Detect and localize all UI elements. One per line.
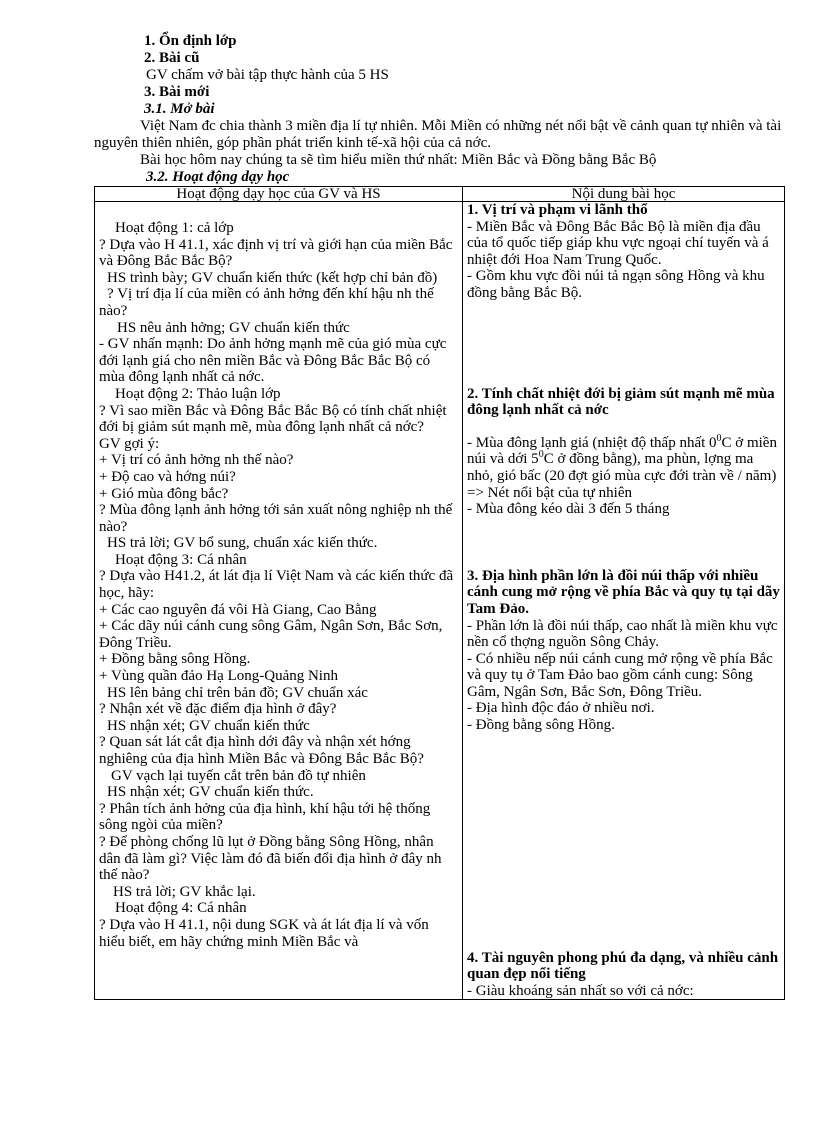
list-item: - Mùa đông kéo dài 3 đến 5 tháng [467, 501, 670, 518]
list-item: HS trả lời; GV bổ sung, chuẩn xác kiến thức. [107, 535, 378, 552]
degree-superscript: 0 [716, 432, 722, 444]
list-item: + Các cao nguyên đá vôi Hà Giang, Cao Bằng [99, 601, 377, 618]
list-item: + Các dãy núi cánh cung sông Gâm, Ngân Sơn, Bắc Sơn, Đông Triều. [99, 618, 443, 651]
section-1-heading: 1. Ổn định lớp [144, 33, 237, 49]
column-header-content: Nội dung bài học [463, 187, 785, 202]
content-heading-2: 2. Tính chất nhiệt đới bị giảm sút mạnh mẽ mùa đông lạnh nhất cả nớc [467, 385, 775, 419]
list-item: - Có nhiều nếp núi cánh cung mở rộng về phía Bắc và quy tụ ở Tam Đảo bao gồm cánh cung: Sông Gâm, Ngân Sơn, Bắc Sơn, Đông Triều. [467, 650, 773, 700]
spacer [467, 518, 780, 568]
list-item: HS trình bày; GV chuẩn kiến thức (kết hợp chỉ bản đồ) [107, 269, 438, 286]
list-item: ? Phân tích ảnh hởng của địa hình, khí hậu tới hệ thống sông ngòi của miền? [99, 800, 431, 834]
list-item: ? Dựa vào H 41.1, xác định vị trí và giới hạn của miền Bắc và Đông Bắc Bắc Bộ? [99, 236, 453, 270]
list-item: HS nhận xét; GV chuẩn kiến thức [107, 717, 310, 734]
activity-1-heading [99, 220, 458, 237]
section-3-heading: 3. Bài mới [144, 84, 210, 100]
list-item: GV gợi ý: [99, 435, 160, 452]
list-item: HS nhận xét; GV chuẩn kiến thức. [107, 784, 314, 801]
list-item: ? Mùa đông lạnh ảnh hởng tới sản xuất nông nghiệp nh thế nào? [99, 502, 453, 535]
activity-4-heading: Hoạt động 4: Cá nhân [115, 900, 247, 917]
list-item: ? Để phòng chống lũ lụt ở Đồng bằng Sông Hồng, nhân dân đã làm gì? Việc làm đó đã biến đổi địa hình ở đây nh thế nào? [99, 833, 442, 884]
list-item: - Gồm khu vực đồi núi tả ngạn sông Hồng và khu đồng bằng Bắc Bộ. [467, 268, 765, 301]
list-item: ? Nhận xét về đặc điểm địa hình ở đây? [99, 701, 337, 718]
content-cell [463, 202, 785, 1000]
list-item: - Phần lớn là đồi núi thấp, cao nhất là miền khu vực nền cổ thợng nguồn Sông Chảy. [467, 617, 778, 651]
column-header-activities: Hoạt động dạy học của GV và HS [95, 187, 463, 202]
list-item: HS trả lời; GV khắc lại. [113, 883, 256, 900]
list-item: ? Vị trí địa lí của miền có ảnh hởng đến khí hậu nh thế nào? [99, 286, 434, 319]
list-item: + Vùng quần đảo Hạ Long-Quảng Ninh [99, 668, 338, 685]
list-item: - Miền Bắc và Đông Bắc Bắc Bộ là miền địa đầu của tổ quốc tiếp giáp khu vực ngoại chí tuyến và á nhiệt đới Hoa Nam Trung Quốc. [467, 218, 769, 268]
section-3-2-heading: 3.2. Hoạt động dạy học [146, 169, 290, 185]
spacer [99, 202, 458, 220]
table-header-row [95, 187, 785, 202]
section-2-heading: 2. Bài cũ [144, 50, 200, 66]
list-item: HS lên bảng chỉ trên bản đồ; GV chuẩn xác [107, 684, 368, 701]
degree-superscript: 0 [538, 449, 544, 461]
list-item: - Địa hình độc đáo ở nhiều nơi. [467, 700, 655, 717]
list-item: + Vị trí có ảnh hởng nh thế nào? [99, 452, 294, 469]
activity-2-heading: Hoạt động 2: Thảo luận lớp [115, 385, 281, 402]
list-item: - GV nhấn mạnh: Do ảnh hởng mạnh mẽ của gió mùa cực đới lạnh giá cho nên miền Bắc và Đông Bắc Bắc Bộ có mùa đông lạnh nhất cả nớc. [99, 336, 447, 386]
list-item: ? Quan sát lát cắt địa hình dới đây và nhận xét hớng nghiêng của địa hình Miền Bắc và Đông Bắc Bắc Bộ? [99, 734, 424, 767]
lesson-table [94, 186, 785, 1000]
list-item: HS nêu ảnh hởng; GV chuẩn kiến thức [117, 319, 350, 336]
spacer [467, 734, 780, 950]
content-heading-3: 3. Địa hình phần lớn là đồi núi thấp với nhiều cánh cung mở rộng về phía Bắc và quy tụ tại dãy Tam Đảo. [467, 567, 780, 617]
content-heading-4: 4. Tài nguyên phong phú đa dạng, và nhiều cảnh quan đẹp nổi tiếng [467, 949, 779, 983]
text-segment: - Mùa đông lạnh giá (nhiệt độ thấp nhất 0 [467, 434, 717, 451]
list-item: ? Dựa vào H41.2, át lát địa lí Việt Nam và các kiến thức đã học, hãy: [99, 568, 454, 602]
activities-cell [95, 202, 463, 1000]
list-item: ? Dựa vào H 41.1, nội dung SGK và át lát địa lí và vốn hiểu biết, em hãy chứng minh Miền Bắc và [99, 916, 429, 950]
section-3-1-heading: 3.1. Mở bài [144, 101, 215, 117]
list-item: - Giàu khoáng sản nhất so với cả nớc: [467, 982, 694, 999]
list-item: + Gió mùa đông bắc? [99, 485, 229, 502]
activity-label: Hoạt động 1: cả lớp [115, 220, 234, 236]
list-item: ? Vì sao miền Bắc và Đông Bắc Bắc Bộ có tính chất nhiệt đới bị giảm sút mạnh mẽ, mùa đông lạnh nhất cả nớc? [99, 402, 447, 436]
text-segment: C ở miền núi và dới 5 [467, 434, 777, 468]
list-item: - Đồng bằng sông Hồng. [467, 717, 615, 734]
list-item: + Độ cao và hớng núi? [99, 468, 236, 485]
spacer [467, 302, 780, 386]
content-heading-1: 1. Vị trí và phạm vi lãnh thổ [467, 202, 648, 218]
list-item: + Đồng bằng sông Hồng. [99, 651, 251, 668]
spacer [467, 419, 780, 435]
table-row [95, 202, 785, 1000]
intro-paragraph-2: Bài học hôm nay chúng ta sẽ tìm hiểu miền thứ nhất: Miền Bắc và Đồng bằng Bắc Bộ [140, 152, 657, 168]
section-2-text: GV chấm vở bài tập thực hành của 5 HS [146, 67, 389, 83]
activity-3-heading: Hoạt động 3: Cá nhân [115, 551, 247, 568]
lesson-header [94, 33, 784, 186]
list-item [467, 432, 780, 501]
intro-paragraph: Việt Nam đc chia thành 3 miền địa lí tự nhiên. Mỗi Miền có những nét nổi bật về cảnh quan tự nhiên và tài nguyên thiên nhiên, góp phần phát triển kinh tế-xã hội của cả nớc. [94, 118, 782, 151]
list-item: GV vạch lại tuyến cắt trên bản đồ tự nhiên [111, 767, 366, 784]
text-segment: C ở đồng bằng), ma phùn, lợng ma nhỏ, gió bấc (20 đợt gió mùa cực đới tràn về / năm) => Nét nổi bật của tự nhiên [467, 451, 777, 501]
